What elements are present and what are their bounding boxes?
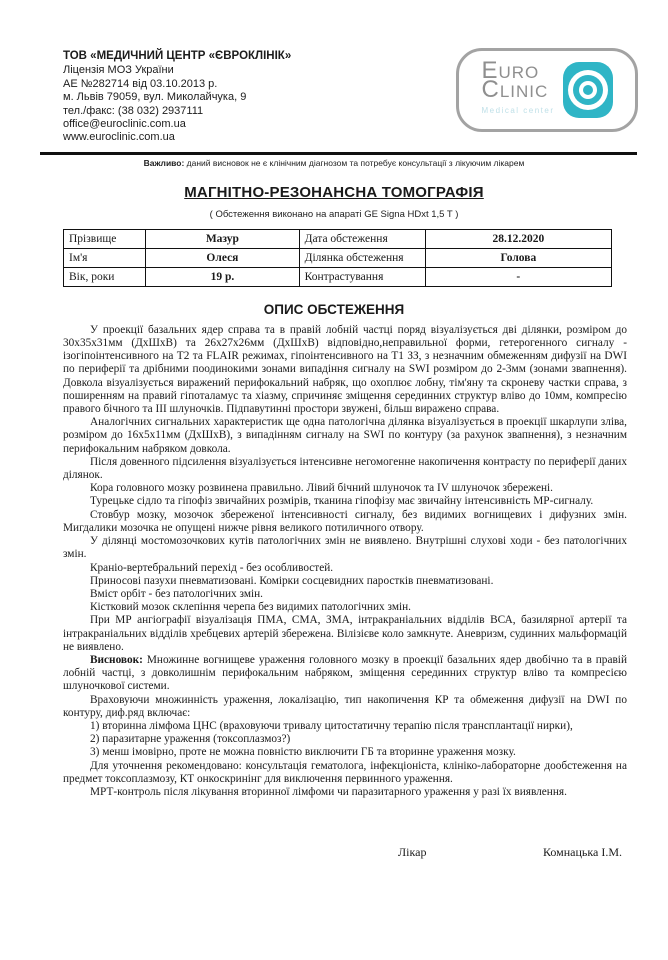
age-value: 19 р. bbox=[146, 267, 299, 286]
clinic-address: м. Львів 79059, вул. Миколайчука, 9 bbox=[63, 91, 247, 104]
firstname-label: Ім'я bbox=[64, 248, 146, 267]
doctor-name: Комнацька І.М. bbox=[542, 845, 622, 860]
disclaimer-text: даний висновок не є клінічним діагнозом та потребує консультації з лікуючим лікарем bbox=[184, 157, 525, 168]
age-label: Вік, роки bbox=[64, 267, 146, 286]
description-body bbox=[63, 324, 627, 799]
clinic-email: office@euroclinic.com.ua bbox=[63, 118, 186, 131]
description-heading: ОПИС ОБСТЕЖЕННЯ bbox=[263, 301, 405, 317]
description-paragraph: Вміст орбіт - без патологічних змін. bbox=[90, 587, 263, 600]
conclusion-list-item: 2) паразитарне ураження (токсоплазмоз?) bbox=[90, 733, 291, 746]
target-icon-ring-mid bbox=[573, 75, 603, 105]
table-row bbox=[64, 229, 612, 248]
description-paragraph: Краніо-вертебральний перехід - без особливостей. bbox=[90, 561, 334, 574]
signature-row bbox=[63, 845, 622, 860]
patient-info-table bbox=[63, 229, 612, 287]
logo-wordmark bbox=[481, 56, 555, 119]
clinic-license-line2: АЕ №282714 від 03.10.2013 р. bbox=[63, 77, 218, 90]
disclaimer-line bbox=[0, 158, 668, 168]
exam-area-label: Ділянка обстеження bbox=[299, 248, 425, 267]
table-row bbox=[64, 267, 612, 286]
exam-date-value: 28.12.2020 bbox=[425, 229, 611, 248]
conclusion-paragraph: Для уточнення рекомендовано: консультація гематолога, інфекціоніста, клініко-лабораторне дообстеження на предмет токсоплазмозу, КТ онкоскринінг для виключення первинного ураження. bbox=[63, 759, 627, 785]
description-paragraph: При МР ангіографії візуалізація ПМА, СМА, ЗМА, інтракраніальних відділів ВСА, базилярної артерії та інтракраніальних відділів хребцевих артерій збережена. Вілізієве коло замкнуте. Аневризм, судинних мальформацій не виявлено. bbox=[63, 614, 627, 653]
description-paragraph: Після довенного підсилення візуалізується інтенсивне негомогенне накопичення контрасту по периферії даних ділянок. bbox=[63, 455, 627, 482]
conclusion-list-item: 1) вторинна лімфома ЦНС (враховуючи тривалу цитостатичну терапію після трансплантації нирки), bbox=[90, 719, 573, 732]
logo-word-euro: EURO bbox=[481, 56, 540, 84]
header bbox=[0, 0, 668, 145]
contrast-value: - bbox=[425, 267, 611, 286]
description-paragraph: Стовбур мозку, мозочок збереженої інтенсивності сигналу, без видимих вогнищевих і дифузних змін. Мигдалики мозочка не опущені нижче рівня великого потиличного отвору. bbox=[63, 508, 627, 534]
logo-subtitle: Medical center bbox=[481, 105, 555, 115]
clinic-website: www.euroclinic.com.ua bbox=[63, 131, 175, 144]
firstname-value: Олеся bbox=[146, 248, 299, 267]
description-paragraph: У проекції базальних ядер справа та в правій лобній частці поряд візуалізується дві ділянки, розміром до 30х35х31мм (ДхШхВ) та 26х27х26мм (ДхШхВ) відповідно,неправильної форми, гетерогенного сигналу - ізогіпоінтенсивного на Т2 та FLAIR режимах, гіпоінтенсивного на Т1 ЗЗ, з незначним обмеженням дифузії на DWI по периферії та дрібними поодинокими зонами випадіння сигналу на SWI розміром до 2-3мм (зонами звапнення). Довкола візуалізується виражений перифокальний набряк, що охоплює лобну, тім'яну та скроневу частки справа, з поширенням на правий гіпоталамус та хіазму, спричиняє зміщення серединних структур вліво до 10мм, компресію правого бічного та ІІІ шлуночків. Підпавутинні простори звужені, більш виражено справа. bbox=[63, 323, 627, 416]
disclaimer-label: Важливо: bbox=[143, 157, 185, 168]
description-paragraph: У ділянці мостомозочкових кутів патологічних змін не виявлено. Внутрішні слухові ходи - без патологічних змін. bbox=[63, 535, 627, 561]
header-divider bbox=[40, 152, 637, 155]
target-icon bbox=[563, 62, 613, 118]
conclusion-paragraph: Враховуючи множинність ураження, локалізацію, тип накопичення КР та обмеження дифузії на DWI по контуру, диф.ряд включає: bbox=[63, 693, 627, 719]
surname-value: Мазур bbox=[146, 229, 299, 248]
target-icon-ring-outer bbox=[568, 70, 608, 110]
report-title: МАГНІТНО-РЕЗОНАНСНА ТОМОГРАФІЯ bbox=[184, 183, 484, 201]
clinic-phone: тел./факс: (38 032) 2937111 bbox=[63, 104, 204, 117]
report-subtitle: ( Обстеження виконано на апараті GE Signa HDxt 1,5 T ) bbox=[209, 208, 459, 220]
conclusion-list-item: 3) менш імовірно, проте не можна повністю виключити ГБ та вторинне ураження мозку. bbox=[90, 746, 516, 759]
table-row bbox=[64, 248, 612, 267]
euroclinic-logo bbox=[456, 48, 638, 132]
conclusion-paragraph: МРТ-контроль після лікування вторинної лімфоми чи паразитарного ураження у разі їх виявлення. bbox=[90, 785, 567, 798]
exam-area-value: Голова bbox=[425, 248, 611, 267]
conclusion-text: Множинне вогнищеве ураження головного мозку в проекції базальних ядер двобічно та в правій лобній частці, з довколишнім перифокальним набряком, зміщення серединних структур вліво та компресією шлуночкової системи. bbox=[63, 653, 627, 693]
clinic-info bbox=[63, 50, 291, 145]
conclusion-label: Висновок: bbox=[90, 653, 143, 666]
doctor-label: Лікар bbox=[398, 845, 427, 860]
description-paragraph: Турецьке сідло та гіпофіз звичайних розмірів, тканина гіпофізу має звичайну інтенсивність МР-сигналу. bbox=[90, 495, 594, 508]
target-icon-ring-inner bbox=[579, 81, 597, 99]
clinic-license-line1: Ліцензія МОЗ України bbox=[63, 64, 174, 77]
conclusion-paragraph bbox=[63, 654, 627, 694]
logo-word-clinic: CLINIC bbox=[481, 75, 549, 103]
surname-label: Прізвище bbox=[64, 229, 146, 248]
description-paragraph: Аналогічних сигнальних характеристик ще одна патологічна ділянка візуалізується в проекції шкарлупи зліва, розміром до 16х5х11мм (ДхШхВ), з випадінням сигналу на SWI по контуру (за рахунок звапнення), з незначним перифокальним набряком довкола. bbox=[63, 416, 627, 455]
description-paragraph: Кора головного мозку розвинена правильно. Лівий бічний шлуночок та IV шлуночок збережені. bbox=[90, 482, 553, 495]
contrast-label: Контрастування bbox=[299, 267, 425, 286]
target-icon-dot bbox=[583, 85, 593, 95]
clinic-name: ТОВ «МЕДИЧНИЙ ЦЕНТР «ЄВРОКЛІНІК» bbox=[63, 50, 292, 62]
description-paragraph: Приносові пазухи пневматизовані. Комірки сосцевидних паростків пневматизовані. bbox=[90, 574, 494, 587]
exam-date-label: Дата обстеження bbox=[299, 229, 425, 248]
description-paragraph: Кістковий мозок склепіння черепа без видимих патологічних змін. bbox=[90, 601, 411, 614]
